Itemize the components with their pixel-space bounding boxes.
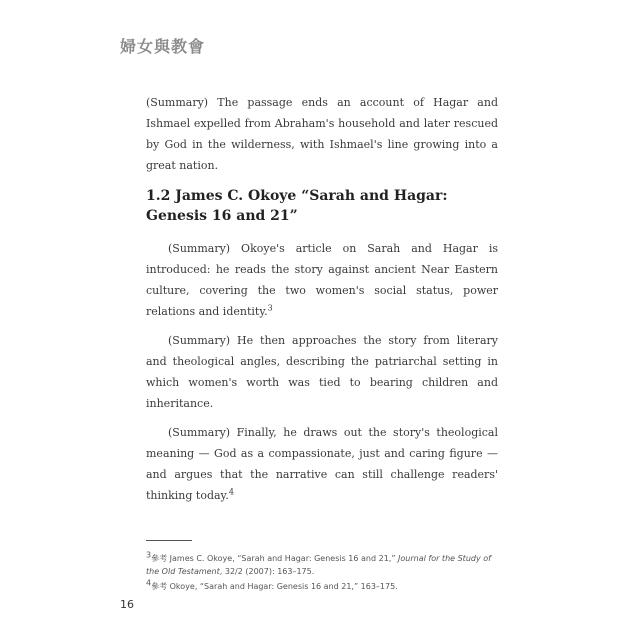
footnote-mark: 3 — [267, 303, 273, 313]
footnote — [146, 552, 498, 578]
body-paragraph: (Summary) Finally, he draws out the story's theological meaning — God as a compassionate, just and caring figure — and argues that the narrative can still challenge readers' thinking today.$^4$ — [146, 426, 498, 502]
footnote-journal: Journal for the Study of the Old Testament — [146, 554, 491, 576]
body-paragraph: (Summary) The passage ends an account of Hagar and Ishmael expelled from Abraham's household and later rescued by God in the wilderness, with Ishmael's line growing into a great nation. — [146, 96, 498, 172]
footnote-divider — [146, 540, 192, 541]
running-head: 婦女與教會 — [120, 37, 206, 56]
footnote-text: 參考 Okoye, “Sarah and Hagar: Genesis 16 and 21,” 163–175. — [151, 582, 398, 591]
footnote-mark: 4 — [228, 487, 234, 497]
page-number: 16 — [120, 598, 134, 611]
footnote-number: 3 — [146, 550, 152, 560]
body-paragraph: (Summary) He then approaches the story from literary and theological angles, describing the patriarchal setting in which women's worth was tied to bearing children and inheritance. — [146, 334, 498, 410]
footnote-text: , 32/2 (2007): 163–175. — [219, 567, 315, 576]
body-text — [146, 92, 498, 514]
footnote-text: 參考 James C. Okoye, “Sarah and Hagar: Genesis 16 and 21,” — [151, 554, 399, 563]
footnotes — [146, 552, 498, 595]
footnote — [146, 580, 498, 593]
section-heading: 1.2 James C. Okoye “Sarah and Hagar: Genesis 16 and 21” — [146, 188, 448, 224]
body-paragraph: (Summary) Okoye's article on Sarah and Hagar is introduced: he reads the story against ancient Near Eastern culture, covering the two women's social status, power relations and identity.$^3$ — [146, 242, 498, 318]
footnote-number: 4 — [146, 578, 152, 588]
